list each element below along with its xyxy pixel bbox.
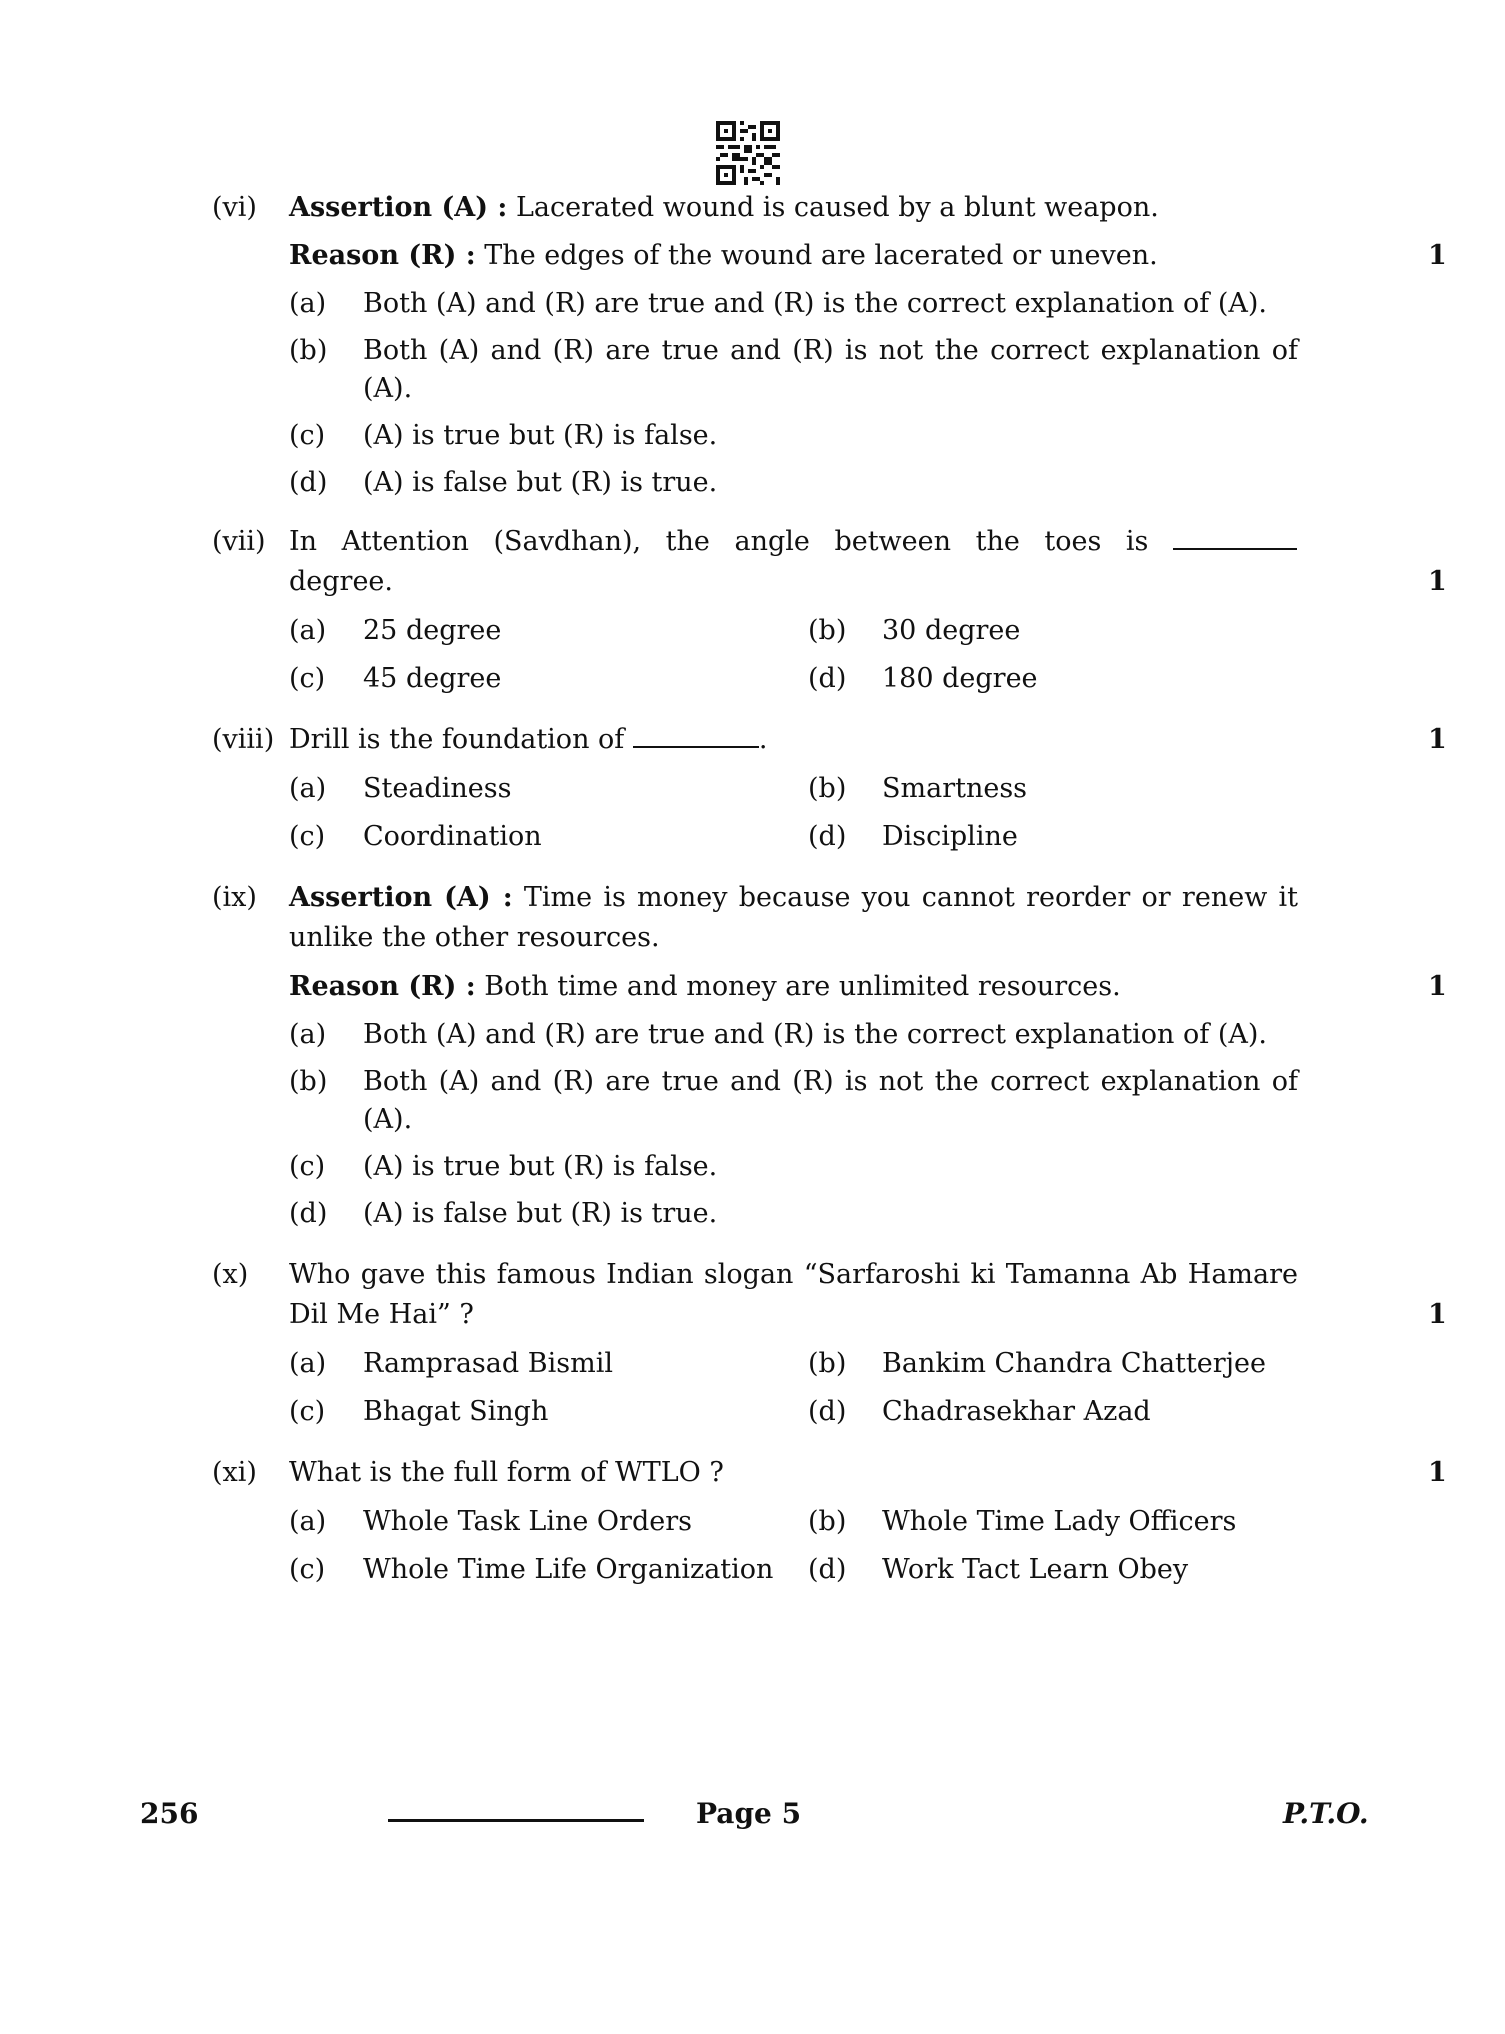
- option-text: Bhagat Singh: [363, 1396, 549, 1427]
- option-row: [289, 1393, 1505, 1431]
- question-stem: [289, 1453, 1505, 1589]
- reason-text: The edges of the wound are lacerated or uneven.: [475, 240, 1158, 271]
- question-number: (xi): [212, 1457, 257, 1488]
- option-row: [289, 1345, 1505, 1383]
- option-text: 30 degree: [882, 615, 1021, 646]
- option-label: (b): [808, 1506, 847, 1537]
- option-text: Work Tact Learn Obey: [882, 1554, 1189, 1585]
- option-label: (b): [289, 335, 328, 366]
- question-stem: [289, 1255, 1505, 1431]
- option-label: (a): [289, 773, 327, 804]
- option-text: 45 degree: [363, 663, 502, 694]
- option-row: [289, 818, 1505, 856]
- answer-blank: [1173, 526, 1297, 550]
- option-text: 25 degree: [363, 615, 502, 646]
- option-label: (b): [808, 615, 847, 646]
- option-text: Both (A) and (R) are true and (R) is the correct explanation of (A).: [363, 288, 1267, 319]
- question-text-line: [289, 1453, 1505, 1493]
- question-number: (vi): [212, 192, 257, 223]
- option-text: Whole Time Lady Officers: [882, 1506, 1237, 1537]
- marks: 1: [1428, 1299, 1447, 1330]
- question-viii: [212, 720, 1447, 856]
- option-text: Both (A) and (R) are true and (R) is not the correct explanation of (A).: [363, 1066, 1298, 1135]
- option-row: [289, 770, 1505, 808]
- option-row: [289, 1503, 1505, 1541]
- option-label: (d): [808, 1554, 847, 1585]
- assertion-label: Assertion (A) :: [289, 882, 513, 913]
- option-label: (c): [289, 420, 326, 451]
- option-d: [289, 1195, 1505, 1233]
- footer-divider: [388, 1819, 644, 1822]
- option-text: Whole Task Line Orders: [363, 1506, 692, 1537]
- option-text: Both (A) and (R) are true and (R) is not the correct explanation of (A).: [363, 335, 1298, 404]
- answer-blank: [633, 724, 759, 748]
- question-ix: [212, 878, 1447, 1233]
- assertion-line: [289, 188, 1505, 228]
- question-vi: [212, 188, 1447, 502]
- option-label: (c): [289, 663, 326, 694]
- question-number: (viii): [212, 724, 275, 755]
- marks: 1: [1428, 240, 1447, 271]
- option-text: Bankim Chandra Chatterjee: [882, 1348, 1266, 1379]
- option-label: (b): [808, 773, 847, 804]
- option-label: (d): [289, 1198, 328, 1229]
- option-label: (c): [289, 1396, 326, 1427]
- question-vii: [212, 522, 1447, 698]
- reason-line: [289, 236, 1505, 276]
- option-label: (a): [289, 1019, 327, 1050]
- option-b: [289, 1063, 1505, 1139]
- question-list: [212, 188, 1447, 1611]
- question-text: [289, 522, 1298, 562]
- reason-label: Reason (R) :: [289, 240, 476, 271]
- question-x: [212, 1255, 1447, 1431]
- option-text: Smartness: [882, 773, 1028, 804]
- option-b: [289, 332, 1505, 408]
- option-label: (a): [289, 288, 327, 319]
- question-number: (vii): [212, 526, 266, 557]
- option-label: (b): [808, 1348, 847, 1379]
- option-text: (A) is false but (R) is true.: [363, 467, 718, 498]
- reason-text: Both time and money are unlimited resources.: [475, 971, 1121, 1002]
- option-label: (c): [289, 1151, 326, 1182]
- option-row: [289, 612, 1505, 650]
- question-stem: [289, 522, 1505, 698]
- question-text-line: [289, 720, 1505, 760]
- question-stem: [289, 720, 1505, 856]
- question-text-part: In Attention (Savdhan), the angle between the toes is: [289, 526, 1149, 557]
- option-d: [289, 464, 1505, 502]
- option-row: [289, 1551, 1505, 1589]
- question-xi: [212, 1453, 1447, 1589]
- assertion-text: Time is money because you cannot reorder or renew it unlike the other resources.: [289, 882, 1299, 953]
- option-text: 180 degree: [882, 663, 1038, 694]
- page-number: Page 5: [696, 1797, 802, 1830]
- option-label: (a): [289, 1348, 327, 1379]
- question-text-line: [289, 562, 1505, 602]
- option-label: (a): [289, 1506, 327, 1537]
- option-label: (c): [289, 1554, 326, 1585]
- option-text: (A) is false but (R) is true.: [363, 1198, 718, 1229]
- reason-label: Reason (R) :: [289, 971, 476, 1002]
- question-number: (x): [212, 1259, 249, 1290]
- question-number: (ix): [212, 882, 257, 913]
- assertion-text: Lacerated wound is caused by a blunt weapon.: [507, 192, 1159, 223]
- option-label: (d): [808, 821, 847, 852]
- option-label: (c): [289, 821, 326, 852]
- option-a: [289, 1016, 1505, 1054]
- qr-code-icon: [716, 120, 780, 186]
- paper-code: 256: [140, 1797, 199, 1830]
- option-c: [289, 417, 1505, 455]
- option-text: Both (A) and (R) are true and (R) is the correct explanation of (A).: [363, 1019, 1267, 1050]
- option-text: Ramprasad Bismil: [363, 1348, 613, 1379]
- option-text: Discipline: [882, 821, 1018, 852]
- reason-line: [289, 967, 1505, 1007]
- option-text: Whole Time Life Organization: [363, 1554, 774, 1585]
- option-text: Chadrasekhar Azad: [882, 1396, 1151, 1427]
- option-text: (A) is true but (R) is false.: [363, 1151, 718, 1182]
- option-label: (a): [289, 615, 327, 646]
- marks: 1: [1428, 566, 1447, 597]
- option-text: (A) is true but (R) is false.: [363, 420, 718, 451]
- question-text-part: degree.: [289, 566, 393, 597]
- marks: 1: [1428, 971, 1447, 1002]
- question-stem: [289, 188, 1505, 502]
- marks: 1: [1428, 1457, 1447, 1488]
- question-text: What is the full form of WTLO ?: [289, 1457, 724, 1488]
- question-text: Who gave this famous Indian slogan “Sarfaroshi ki Tamanna Ab Hamare Dil Me Hai” ?: [289, 1259, 1298, 1330]
- option-text: Coordination: [363, 821, 542, 852]
- option-label: (d): [808, 1396, 847, 1427]
- option-row: [289, 660, 1505, 698]
- option-label: (d): [289, 467, 328, 498]
- option-a: [289, 285, 1505, 323]
- option-text: Steadiness: [363, 773, 512, 804]
- option-label: (b): [289, 1066, 328, 1097]
- page-footer: [0, 1797, 1505, 1837]
- question-text-part: .: [758, 724, 768, 755]
- option-label: (d): [808, 663, 847, 694]
- option-c: [289, 1148, 1505, 1186]
- assertion-label: Assertion (A) :: [289, 192, 508, 223]
- question-stem: [289, 878, 1505, 1233]
- assertion-line: [289, 878, 1298, 958]
- marks: 1: [1428, 724, 1447, 755]
- question-text-part: Drill is the foundation of: [289, 724, 625, 755]
- pto-label: P.T.O.: [1283, 1797, 1369, 1830]
